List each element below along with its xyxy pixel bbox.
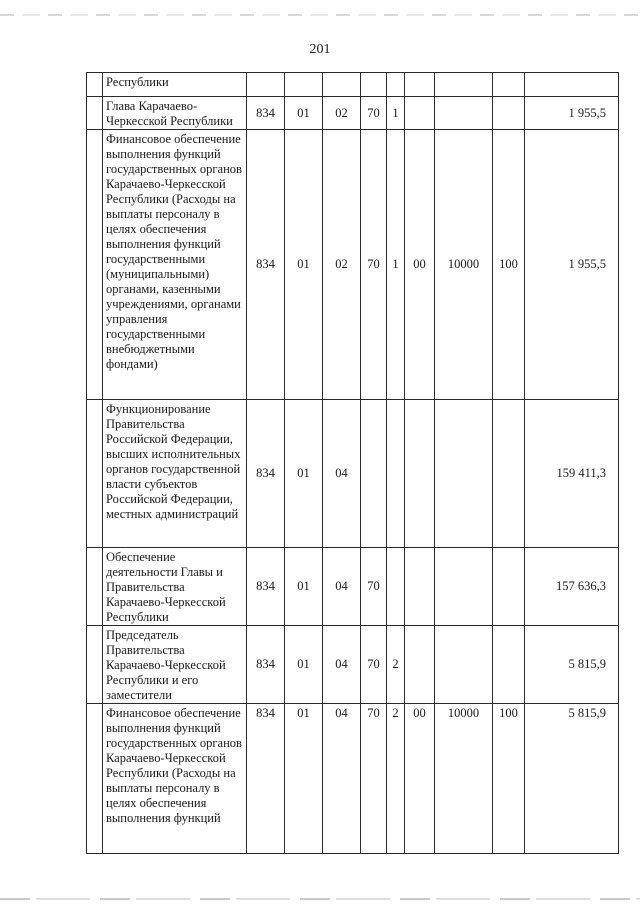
table-row — [87, 548, 619, 626]
ministry-code-cell: 834 — [247, 626, 285, 704]
expense-type-cell — [493, 626, 525, 704]
subsection-code-cell: 04 — [323, 626, 361, 704]
expense-code-cell: 10000 — [435, 704, 493, 854]
table-row — [87, 626, 619, 704]
amount-cell: 1 955,5 — [525, 130, 619, 400]
amount-cell — [525, 73, 619, 97]
row-gutter-cell — [87, 704, 103, 854]
program-code-cell: 70 — [361, 626, 387, 704]
ministry-code-cell: 834 — [247, 130, 285, 400]
subprogram-code-cell — [387, 73, 405, 97]
row-name-cell: Республики — [103, 73, 247, 97]
direction-code-cell: 00 — [405, 704, 435, 854]
direction-code-cell — [405, 626, 435, 704]
scan-edge-top — [0, 14, 640, 16]
row-gutter-cell — [87, 400, 103, 548]
ministry-code-cell: 834 — [247, 97, 285, 130]
program-code-cell: 70 — [361, 548, 387, 626]
row-name-cell: Финансовое обеспечение выполнения функций государственных органов Карачаево-Черкесской Республики (Расходы на выплаты персоналу в целях обеспечения выполнения функций государственными (муниципальными) органами, казенными учреждениями, органами управления государственными внебюджетными фондами) — [103, 130, 247, 400]
expense-type-cell: 100 — [493, 704, 525, 854]
amount-cell: 1 955,5 — [525, 97, 619, 130]
ministry-code-cell: 834 — [247, 400, 285, 548]
row-name-cell: Обеспечение деятельности Главы и Правительства Карачаево-Черкесской Республики — [103, 548, 247, 626]
section-code-cell: 01 — [285, 400, 323, 548]
row-name-cell: Глава Карачаево-Черкесской Республики — [103, 97, 247, 130]
program-code-cell: 70 — [361, 97, 387, 130]
table-row — [87, 73, 619, 97]
expense-code-cell — [435, 400, 493, 548]
program-code-cell — [361, 73, 387, 97]
subprogram-code-cell: 1 — [387, 97, 405, 130]
expense-code-cell — [435, 73, 493, 97]
expense-code-cell — [435, 626, 493, 704]
subsection-code-cell — [323, 73, 361, 97]
section-code-cell — [285, 73, 323, 97]
row-name-cell: Председатель Правительства Карачаево-Черкесской Республики и его заместители — [103, 626, 247, 704]
subsection-code-cell: 04 — [323, 548, 361, 626]
expense-type-cell — [493, 73, 525, 97]
subprogram-code-cell: 1 — [387, 130, 405, 400]
section-code-cell: 01 — [285, 626, 323, 704]
subsection-code-cell: 02 — [323, 130, 361, 400]
ministry-code-cell: 834 — [247, 548, 285, 626]
table-row — [87, 97, 619, 130]
page-number: 201 — [309, 42, 331, 57]
direction-code-cell — [405, 548, 435, 626]
budget-table — [86, 72, 619, 854]
subsection-code-cell: 04 — [323, 400, 361, 548]
ministry-code-cell: 834 — [247, 704, 285, 854]
table-row — [87, 130, 619, 400]
amount-cell: 5 815,9 — [525, 626, 619, 704]
direction-code-cell: 00 — [405, 130, 435, 400]
expense-type-cell — [493, 548, 525, 626]
subprogram-code-cell — [387, 548, 405, 626]
section-code-cell: 01 — [285, 130, 323, 400]
program-code-cell — [361, 400, 387, 548]
direction-code-cell — [405, 73, 435, 97]
expense-type-cell — [493, 97, 525, 130]
program-code-cell: 70 — [361, 130, 387, 400]
expense-code-cell: 10000 — [435, 130, 493, 400]
subprogram-code-cell: 2 — [387, 626, 405, 704]
row-gutter-cell — [87, 73, 103, 97]
direction-code-cell — [405, 97, 435, 130]
program-code-cell: 70 — [361, 704, 387, 854]
section-code-cell: 01 — [285, 704, 323, 854]
row-gutter-cell — [87, 97, 103, 130]
expense-type-cell — [493, 400, 525, 548]
expense-code-cell — [435, 548, 493, 626]
row-name-cell: Финансовое обеспечение выполнения функций государственных органов Карачаево-Черкесской Республики (Расходы на выплаты персоналу в целях обеспечения выполнения функций — [103, 704, 247, 854]
section-code-cell: 01 — [285, 548, 323, 626]
expense-code-cell — [435, 97, 493, 130]
amount-cell: 159 411,3 — [525, 400, 619, 548]
table-row — [87, 400, 619, 548]
scan-edge-bottom — [0, 898, 640, 900]
direction-code-cell — [405, 400, 435, 548]
subsection-code-cell: 02 — [323, 97, 361, 130]
section-code-cell: 01 — [285, 97, 323, 130]
subprogram-code-cell — [387, 400, 405, 548]
row-name-cell: Функционирование Правительства Российской Федерации, высших исполнительных органов государственной власти субъектов Российской Федерации, местных администраций — [103, 400, 247, 548]
subprogram-code-cell: 2 — [387, 704, 405, 854]
amount-cell: 157 636,3 — [525, 548, 619, 626]
subsection-code-cell: 04 — [323, 704, 361, 854]
row-gutter-cell — [87, 626, 103, 704]
row-gutter-cell — [87, 130, 103, 400]
row-gutter-cell — [87, 548, 103, 626]
amount-cell: 5 815,9 — [525, 704, 619, 854]
table-row — [87, 704, 619, 854]
expense-type-cell: 100 — [493, 130, 525, 400]
ministry-code-cell — [247, 73, 285, 97]
